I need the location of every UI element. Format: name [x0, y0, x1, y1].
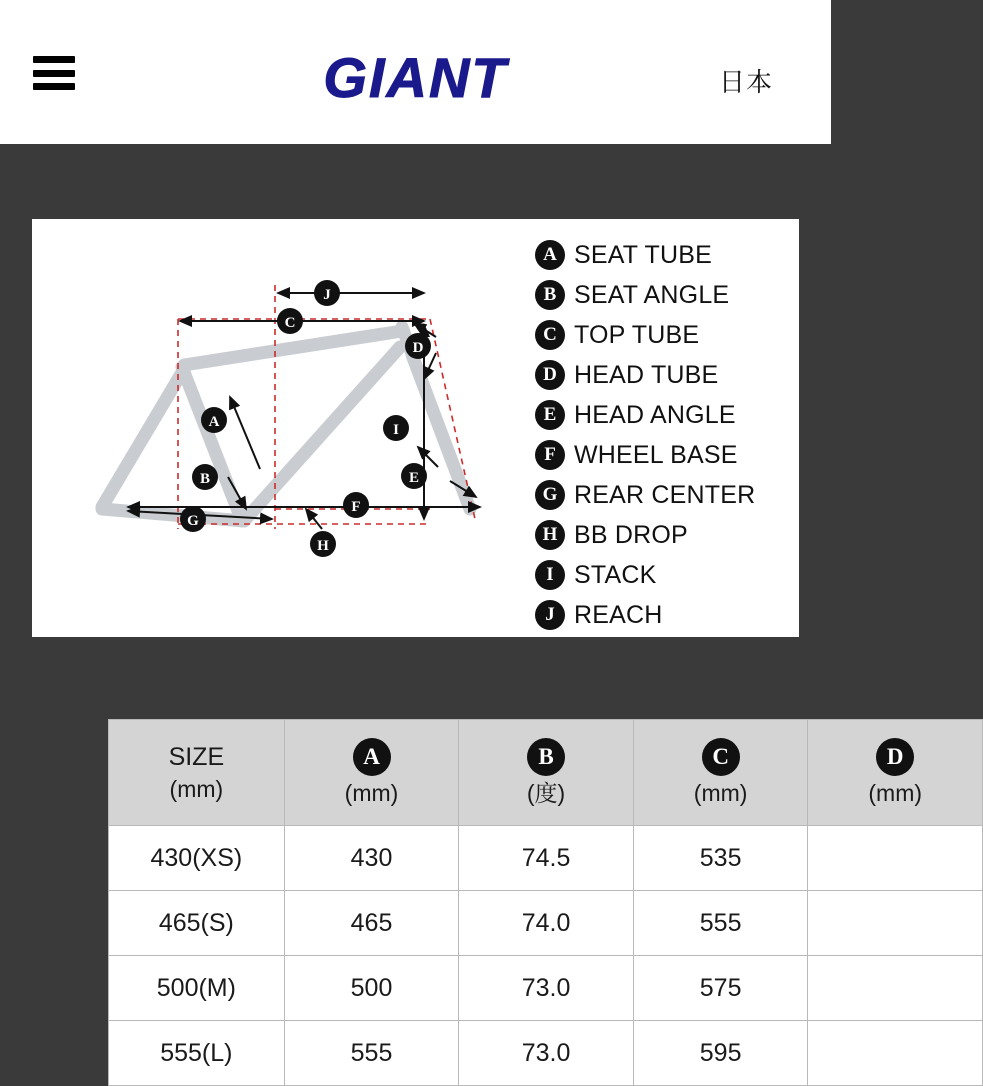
table-row [109, 891, 983, 956]
legend-item [535, 595, 799, 635]
cell-d [808, 1021, 983, 1086]
header-size-unit: (mm) [169, 775, 224, 802]
hamburger-bar [33, 83, 75, 90]
cell-c: 595 [633, 1021, 808, 1086]
svg-text:B: B [199, 471, 211, 487]
header-badge-d: D [876, 738, 914, 776]
header-badge-a: A [353, 738, 391, 776]
header-c-unit: (mm) [693, 780, 748, 807]
legend-label-j: REACH [574, 600, 663, 629]
svg-text:J: J [323, 287, 331, 303]
cell-c: 555 [633, 891, 808, 956]
legend-label-e: HEAD ANGLE [574, 400, 736, 429]
legend-item [535, 355, 799, 395]
svg-text:A: A [208, 414, 220, 430]
cell-b: 73.0 [459, 956, 634, 1021]
table-row [109, 826, 983, 891]
legend-item [535, 235, 799, 275]
legend-badge-d: D [535, 360, 565, 390]
cell-size: 430(XS) [109, 826, 285, 891]
hamburger-menu-icon[interactable] [33, 56, 75, 90]
geometry-table-scroll[interactable] [108, 719, 923, 1080]
legend-label-c: TOP TUBE [574, 320, 700, 349]
header-c [633, 720, 808, 826]
table-header-row [109, 720, 983, 826]
cell-b: 74.0 [459, 891, 634, 956]
header-size-label: SIZE [168, 742, 225, 771]
svg-text:E: E [408, 470, 420, 486]
header-b [459, 720, 634, 826]
cell-b: 74.5 [459, 826, 634, 891]
header-badge-b: B [527, 738, 565, 776]
legend-badge-h: H [535, 520, 565, 550]
cell-size: 465(S) [109, 891, 285, 956]
cell-d [808, 891, 983, 956]
hamburger-bar [33, 70, 75, 77]
header-d-unit: (mm) [868, 780, 923, 807]
svg-text:G: G [187, 513, 199, 529]
cell-a: 430 [284, 826, 459, 891]
cell-a: 555 [284, 1021, 459, 1086]
legend-badge-i: I [535, 560, 565, 590]
cell-c: 535 [633, 826, 808, 891]
header-b-unit: (度) [526, 780, 566, 807]
geometry-legend [535, 235, 799, 635]
table-row [109, 956, 983, 1021]
hamburger-bar [33, 56, 75, 63]
legend-label-a: SEAT TUBE [574, 240, 712, 269]
cell-a: 500 [284, 956, 459, 1021]
legend-item [535, 475, 799, 515]
legend-badge-e: E [535, 400, 565, 430]
header-size [109, 720, 285, 826]
header-badge-c: C [702, 738, 740, 776]
svg-text:F: F [351, 499, 361, 515]
legend-item [535, 395, 799, 435]
geometry-diagram-card [32, 219, 799, 637]
cell-size: 500(M) [109, 956, 285, 1021]
legend-item [535, 275, 799, 315]
header-d [808, 720, 983, 826]
legend-label-i: STACK [574, 560, 657, 589]
bike-frame-diagram [32, 219, 532, 637]
brand-logo[interactable]: GIANT [323, 46, 508, 109]
locale-selector[interactable]: 日本 [718, 67, 773, 97]
legend-item [535, 515, 799, 555]
legend-item [535, 555, 799, 595]
site-header [0, 0, 831, 144]
cell-d [808, 826, 983, 891]
table-row [109, 1021, 983, 1086]
cell-b: 73.0 [459, 1021, 634, 1086]
legend-badge-j: J [535, 600, 565, 630]
legend-label-d: HEAD TUBE [574, 360, 719, 389]
cell-d [808, 956, 983, 1021]
cell-c: 575 [633, 956, 808, 1021]
legend-label-f: WHEEL BASE [574, 440, 738, 469]
svg-text:D: D [412, 340, 424, 356]
legend-item [535, 315, 799, 355]
svg-text:I: I [393, 422, 399, 438]
cell-a: 465 [284, 891, 459, 956]
legend-badge-b: B [535, 280, 565, 310]
legend-label-g: REAR CENTER [574, 480, 756, 509]
legend-badge-g: G [535, 480, 565, 510]
header-a-unit: (mm) [344, 780, 399, 807]
legend-label-h: BB DROP [574, 520, 688, 549]
svg-text:H: H [317, 538, 329, 554]
legend-badge-c: C [535, 320, 565, 350]
svg-text:C: C [284, 315, 296, 331]
legend-item [535, 435, 799, 475]
legend-badge-a: A [535, 240, 565, 270]
header-a [284, 720, 459, 826]
cell-size: 555(L) [109, 1021, 285, 1086]
geometry-table [108, 719, 983, 1086]
legend-label-b: SEAT ANGLE [574, 280, 730, 309]
legend-badge-f: F [535, 440, 565, 470]
